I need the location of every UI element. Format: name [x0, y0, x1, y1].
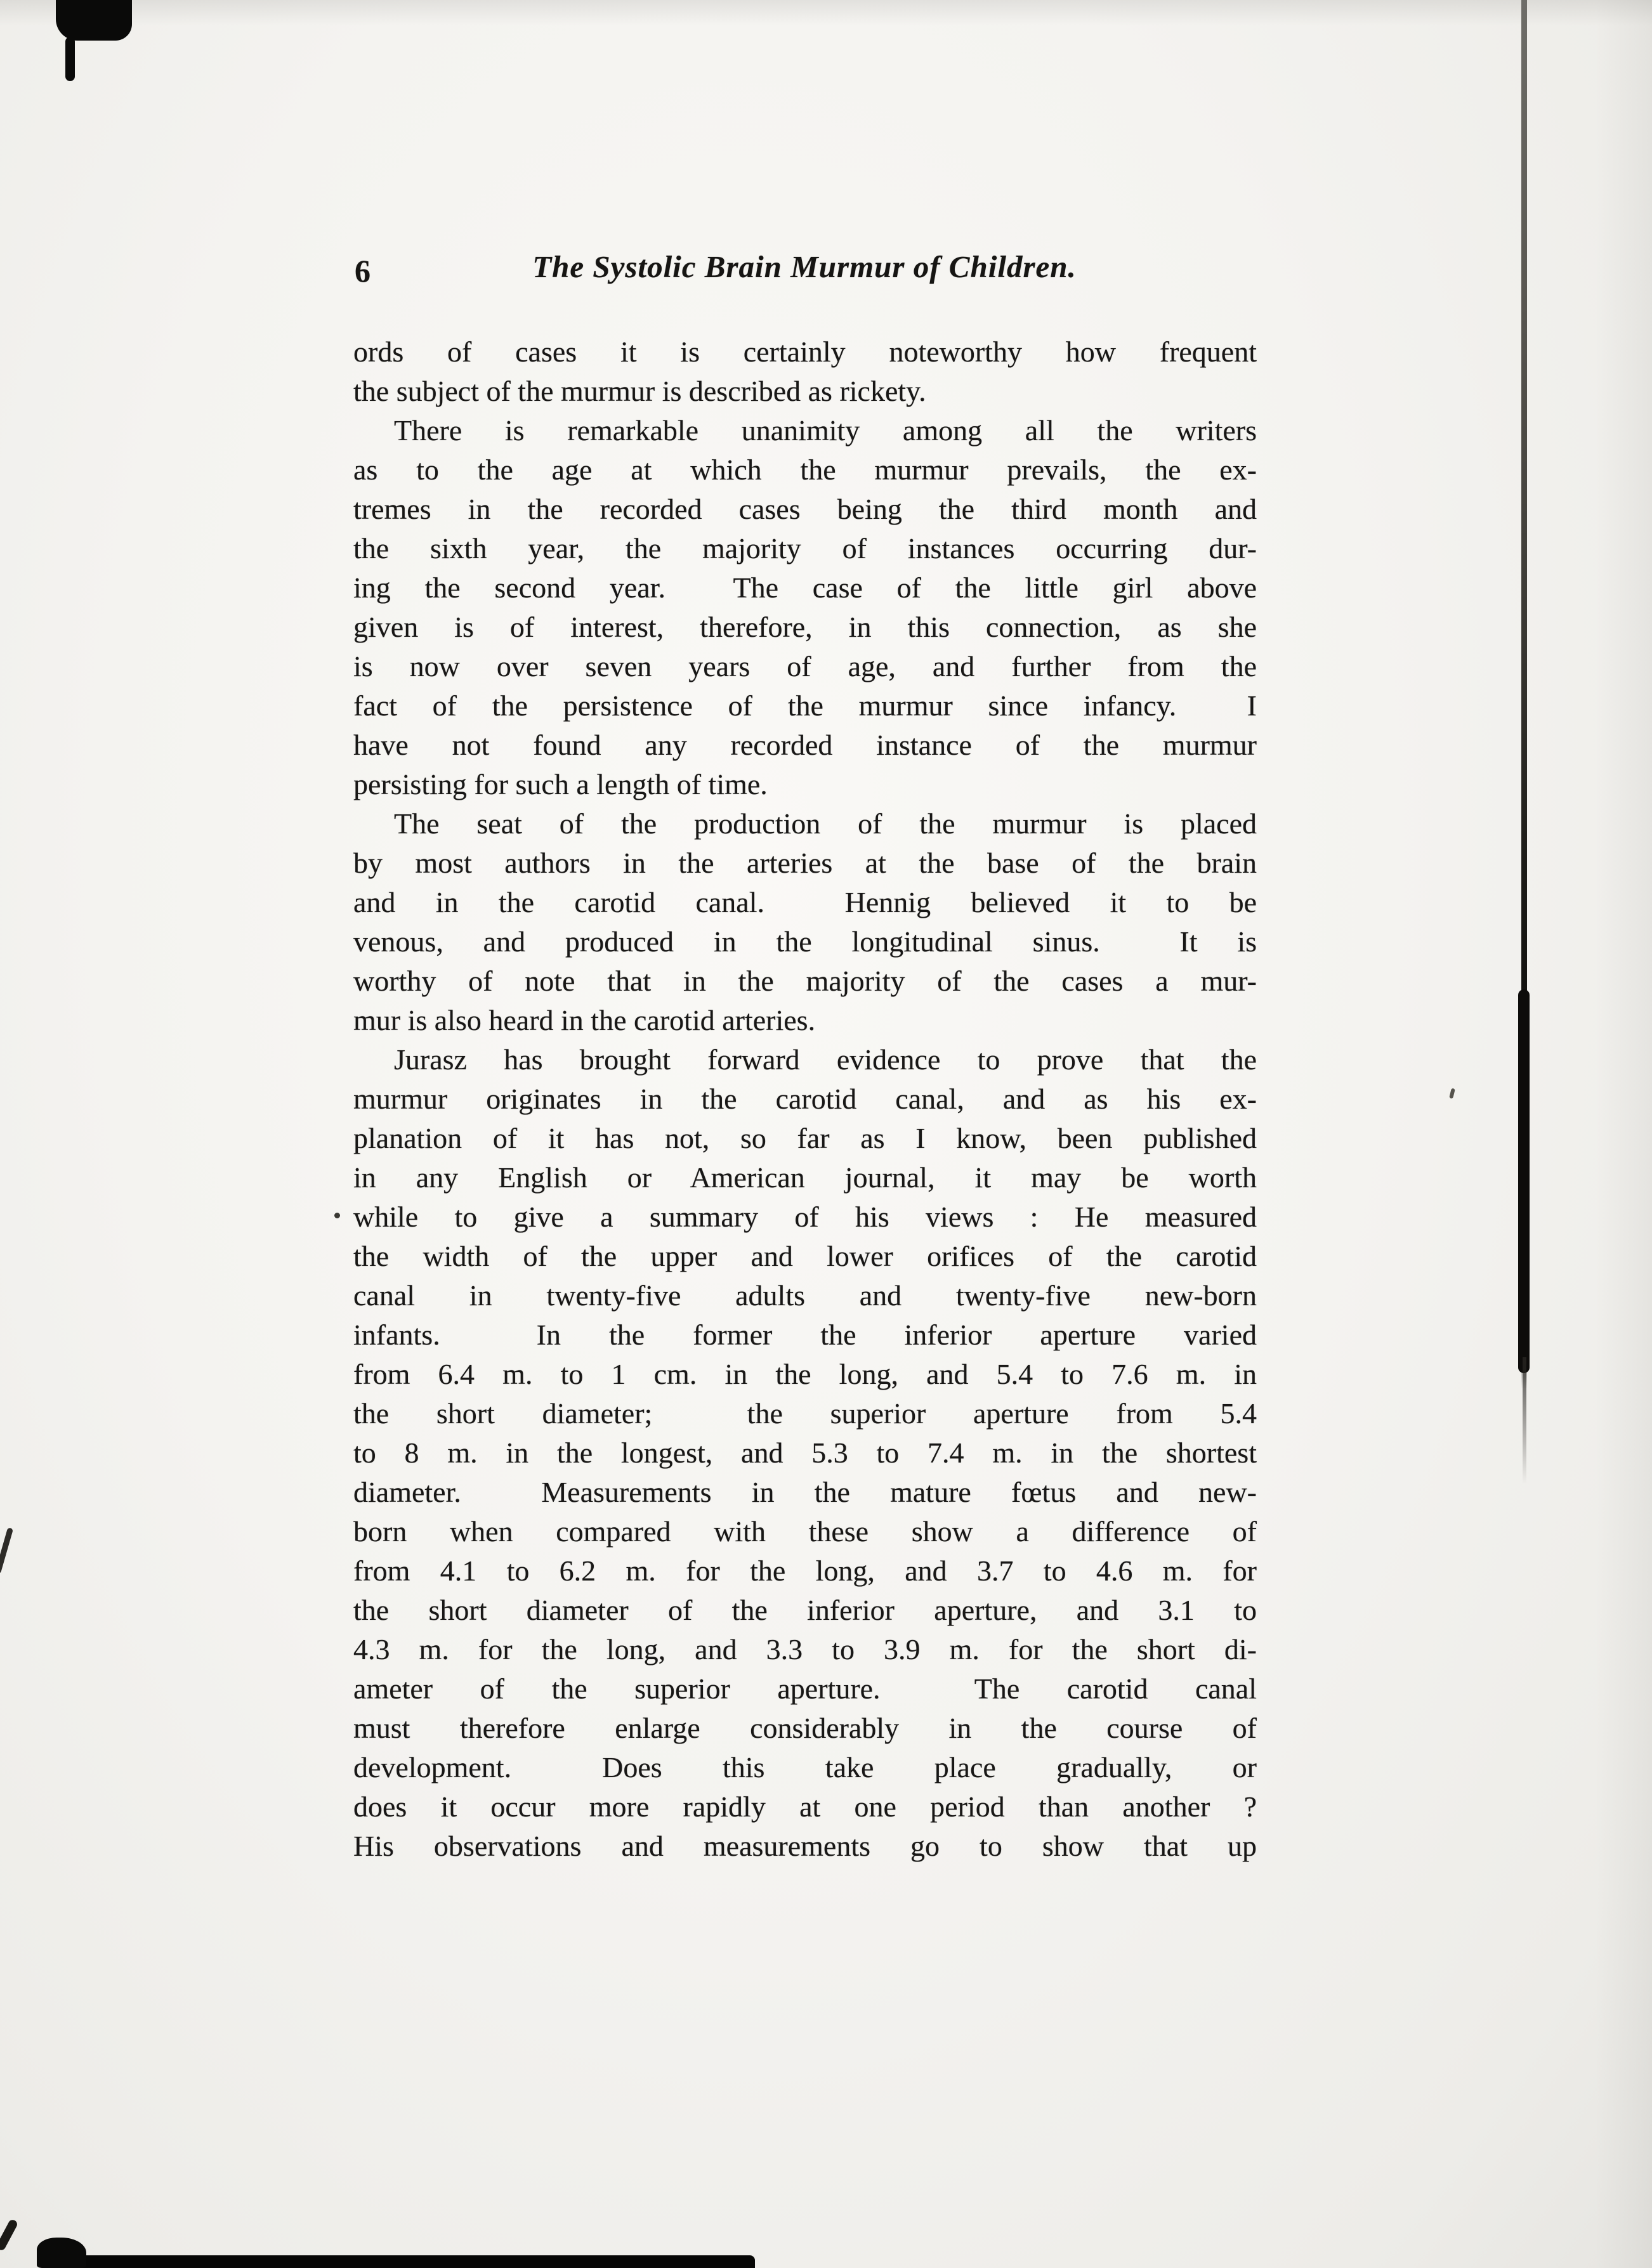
- film-edge-bottom-strip: [79, 2255, 755, 2268]
- text-line: must therefore enlarge considerably in the course of: [353, 1712, 1257, 1744]
- text-line: There is remarkable unanimity among all the writers: [394, 414, 1257, 446]
- binding-shadow-line-thick: [1518, 989, 1530, 1373]
- film-edge-blob-tail: [65, 37, 75, 81]
- text-line: tremes in the recorded cases being the third month and: [353, 493, 1257, 525]
- text-line: ameter of the superior aperture. The carotid canal: [353, 1672, 1257, 1705]
- text-line: fact of the persistence of the murmur since infancy. I: [353, 689, 1257, 722]
- text-line: ords of cases it is certainly noteworthy how frequent: [353, 336, 1257, 368]
- text-line: the width of the upper and lower orifices of the carotid: [353, 1240, 1257, 1272]
- binding-shadow-line-faint: [1523, 1357, 1526, 1484]
- text-line: in any English or American journal, it may be worth: [353, 1161, 1257, 1194]
- text-line: the short diameter of the inferior aperture, and 3.1 to: [353, 1594, 1257, 1626]
- film-edge-blob-top-left: [56, 0, 132, 41]
- text-line: diameter. Measurements in the mature fœtus and new-: [353, 1476, 1257, 1508]
- text-line: ing the second year. The case of the little girl above: [353, 571, 1257, 604]
- text-line: the subject of the murmur is described as rickety.: [353, 375, 926, 407]
- text-line: murmur originates in the carotid canal, and as his ex-: [353, 1083, 1257, 1115]
- text-line: to 8 m. in the longest, and 5.3 to 7.4 m. in the shortest: [353, 1437, 1257, 1469]
- film-edge-mark-bottom-left: [0, 2219, 18, 2252]
- text-line: from 6.4 m. to 1 cm. in the long, and 5.4 to 7.6 m. in: [353, 1358, 1257, 1390]
- text-line: 4.3 m. for the long, and 3.3 to 3.9 m. for the short di-: [353, 1633, 1257, 1665]
- text-line: given is of interest, therefore, in this connection, as she: [353, 611, 1257, 643]
- page-header: [353, 249, 1255, 299]
- text-line: from 4.1 to 6.2 m. for the long, and 3.7 to 4.6 m. for: [353, 1554, 1257, 1587]
- scan-edge-shade-right: [1595, 0, 1652, 2268]
- text-line: does it occur more rapidly at one period than another ?: [353, 1790, 1257, 1823]
- scan-edge-shade-top: [0, 0, 1652, 25]
- text-line: the sixth year, the majority of instances occurring dur-: [353, 532, 1257, 564]
- text-line: canal in twenty-five adults and twenty-five new-born: [353, 1279, 1257, 1312]
- text-line: His observations and measurements go to show that up: [353, 1830, 1257, 1862]
- stray-ink-mark: [1449, 1088, 1455, 1099]
- body-text: [353, 332, 1257, 1866]
- text-line: born when compared with these show a difference of: [353, 1515, 1257, 1548]
- text-line: by most authors in the arteries at the base of the brain: [353, 847, 1257, 879]
- text-line: mur is also heard in the carotid arteries.: [353, 1004, 816, 1036]
- text-line: the short diameter; the superior aperture from 5.4: [353, 1397, 1257, 1430]
- text-line: and in the carotid canal. Hennig believed it to be: [353, 886, 1257, 918]
- text-line: Jurasz has brought forward evidence to prove that the: [394, 1043, 1257, 1076]
- running-title: The Systolic Brain Murmur of Children.: [532, 249, 1077, 284]
- text-line: venous, and produced in the longitudinal sinus. It is: [353, 925, 1257, 958]
- film-edge-blob-bottom-left: [37, 2238, 86, 2268]
- text-line: planation of it has not, so far as I know, been published: [353, 1122, 1257, 1154]
- text-line: worthy of note that in the majority of the cases a mur-: [353, 965, 1257, 997]
- ink-dot-artifact: [334, 1213, 340, 1218]
- text-line: development. Does this take place gradually, or: [353, 1751, 1257, 1783]
- text-line: infants. In the former the inferior aperture varied: [353, 1319, 1257, 1351]
- text-line: The seat of the production of the murmur is placed: [394, 807, 1257, 840]
- text-line: while to give a summary of his views : He measured: [353, 1201, 1257, 1233]
- page-number: 6: [355, 253, 370, 289]
- text-line: persisting for such a length of time.: [353, 768, 768, 800]
- margin-stray-mark: [0, 1527, 13, 1574]
- text-line: as to the age at which the murmur prevails, the ex-: [353, 453, 1257, 486]
- text-line: is now over seven years of age, and further from the: [353, 650, 1257, 682]
- text-line: have not found any recorded instance of the murmur: [353, 729, 1257, 761]
